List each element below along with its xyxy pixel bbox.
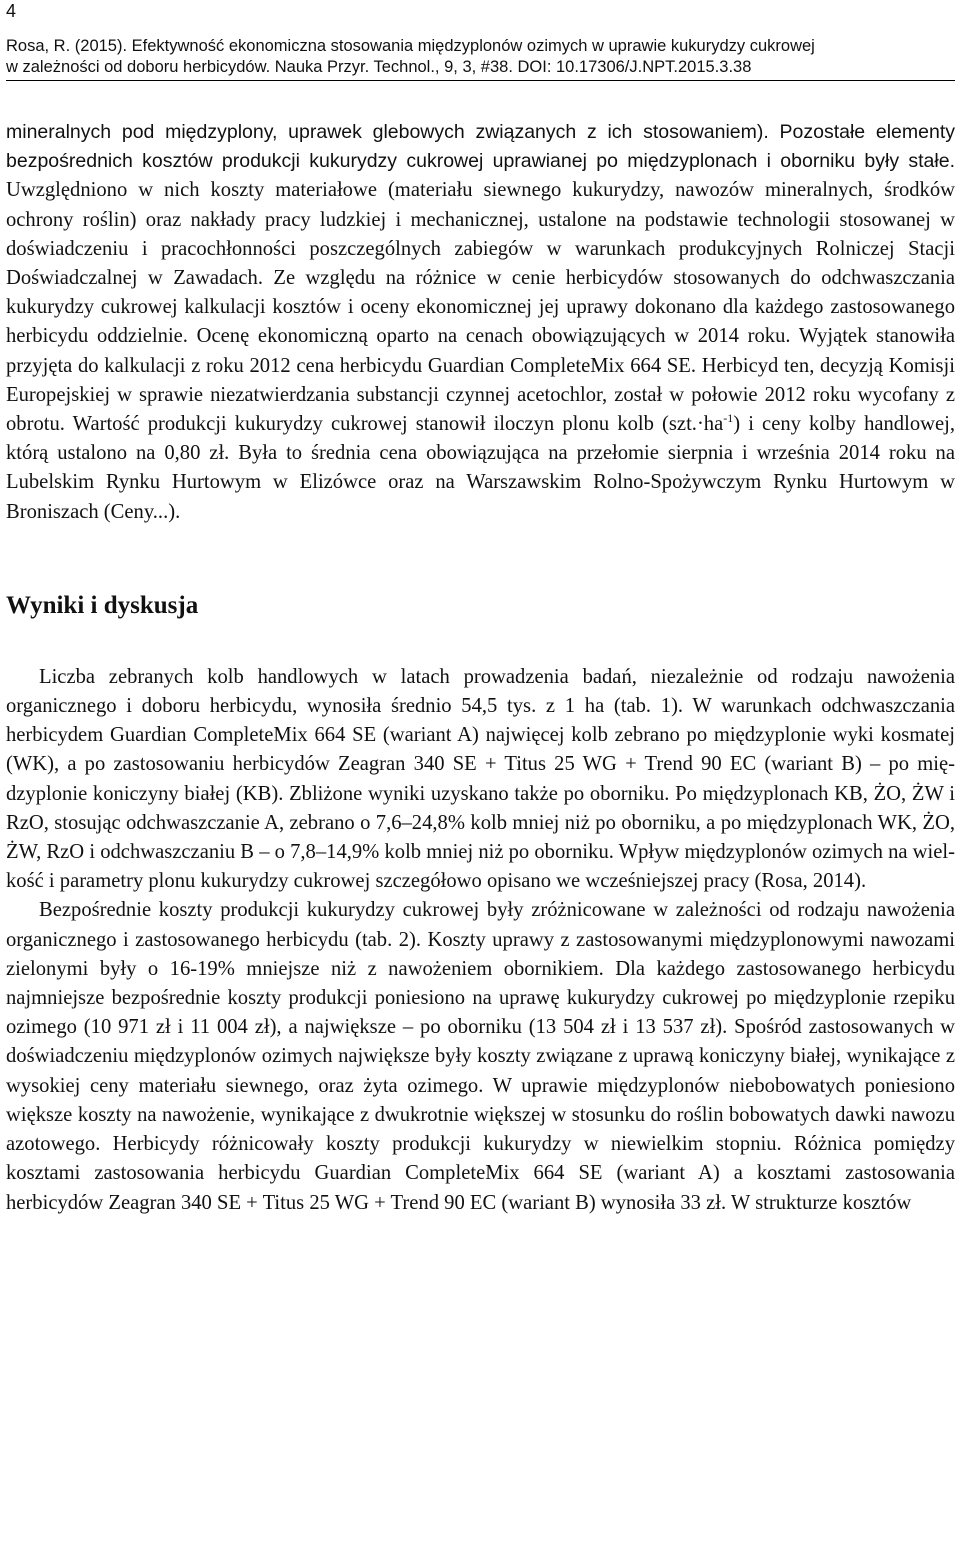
results-paragraph-2: Bezpośrednie koszty produkcji kukurydzy cukrowej były zróżnicowane w zależności od rodzaju nawożenia organicznego i zastosowanego herbicydu (tab. 2). Koszty uprawy z zastosowanymi międzyplonowymi nawozami zielonymi były o 16-19% mniejsze niż z nawożeniem obornikiem. Dla każdego zastosowanego herbicydu najmniejsze bezpośrednie koszty produkcji poniesiono na uprawę kukurydzy cukrowej po międzyplonie rzepiku ozimego (10 971 zł i 11 004 zł), a największe – po oborniku (13 504 zł i 13 537 zł). Spośród zastosowanych w doświadczeniu międzyplonów ozimych największe były koszty związane z uprawą koniczyny białej, wynikające z wysokiej ceny materiału siewnego, oraz żyta ozimego. W uprawie międzyplonów niebobowatych poniesiono większe koszty na nawożenie, wynikające z dwukrotnie większej w stosunku do roślin bobowatych dawki nawozu azotowego. Herbicydy różnicowały koszty produkcji kukurydzy w niewielkim stopniu. Różnica pomiędzy kosztami zastosowania herbicydu Guardian CompleteMix 664 SE (wariant A) a kosztami zastosowania herbicydów Zeagran 340 SE + Titus 25 WG + Trend 90 EC (wariant B) wynosiła 33 zł. W strukturze kosztów <box>6 899 955 1214</box>
continuation-text-part-3: ) i ceny kolby handlowej, którą ustalono na 0,80 zł. Była to średnia cena obowiązująca na przełomie sierpnia i września 2014 roku na Lubelskim Rynku Hurtowym w Elizówce oraz na Warszawskim Rolno-Spożywczym Rynku Hurtowym w Broniszach (Ceny...). <box>6 413 955 523</box>
superscript-minus-one: -1 <box>723 411 734 426</box>
running-header-line-1: Rosa, R. (2015). Efektywność ekonomiczna stosowania międzyplonów ozimych w uprawie kukurydzy cukrowej <box>6 37 815 55</box>
running-header-line-2: w zależności od doboru herbicydów. Nauka Przyr. Technol., 9, 3, #38. DOI: 10.17306/J.NPT.2015.3.38 <box>6 58 752 76</box>
section-title: Wyniki i dyskusja <box>6 591 199 619</box>
continuation-text-part-1: mineralnych pod międzyplony, uprawek glebowych związanych z ich stosowaniem). Pozostałe elementy bezpośrednich kosztów produkcji kukurydzy cukrowej uprawianej po międzyplonach i oborniku były stałe. <box>6 121 955 173</box>
continuation-text-part-2: Uwzględniono w nich koszty materiałowe (materiału siewnego kukurydzy, nawozów mineralnych, środków ochrony roślin) oraz nakłady pracy ludzkiej i mechanicznej, ustalone na podstawie technologii stosowanej w doświadczeniu i pracochłonności poszczególnych zabiegów w warunkach produkcyjnych Rolniczej Stacji Doświadczalnej w Zawadach. Ze względu na różnice w cenie herbicydów stosowanych do odchwaszczania kukurydzy cukrowej kalkulacji kosztów i oceny ekonomicznej jej uprawy dokonano dla każdego zastosowanego herbicydu oddzielnie. Ocenę ekonomiczną oparto na cenach obowiązujących w 2014 roku. Wyjątek stanowiła przyjęta do kalkulacji z roku 2012 cena herbicydu Guardian CompleteMix 664 SE. Herbicyd ten, decyzją Komisji Europejskiej w sprawie niezatwierdzania substancji czynnej acetochlor, został w połowie 2012 roku wycofany z obrotu. Wartość produkcji kukurydzy cukrowej stanowił iloczyn plonu kolb (szt.·ha <box>6 179 955 436</box>
running-header <box>6 36 955 81</box>
page-number: 4 <box>6 1 17 21</box>
continuation-paragraph <box>6 118 955 527</box>
results-paragraph-1: Liczba zebranych kolb handlowych w latach prowadzenia badań, niezależnie od rodzaju nawożenia organicznego i doboru herbicydu, wynosiła średnio 54,5 tys. z 1 ha (tab. 1). W warunkach odchwaszczania herbicydem Guardian CompleteMix 664 SE (wariant A) najwięcej kolb zebrano po międzyplonie wyki kosmatej (WK), a po zastosowaniu herbicydów Zeagran 340 SE + Titus 25 WG + Trend 90 EC (wariant B) – po międzyplonie koniczyny białej (KB). Zbliżone wyniki uzyskano także po oborniku. Po międzyplonach KB, ŻO, ŻW i RzO, stosując odchwaszczanie A, zebrano o 7,6–24,8% kolb mniej niż po oborniku, a po międzyplonach WK, ŻO, ŻW, RzO i odchwaszczaniu B – o 7,8–14,9% kolb mniej niż po oborniku. Wpływ międzyplonów ozimych na wielkość i parametry plonu kukurydzy cukrowej szczegółowo opisano we wcześniejszej pracy (Rosa, 2014). <box>6 665 955 893</box>
